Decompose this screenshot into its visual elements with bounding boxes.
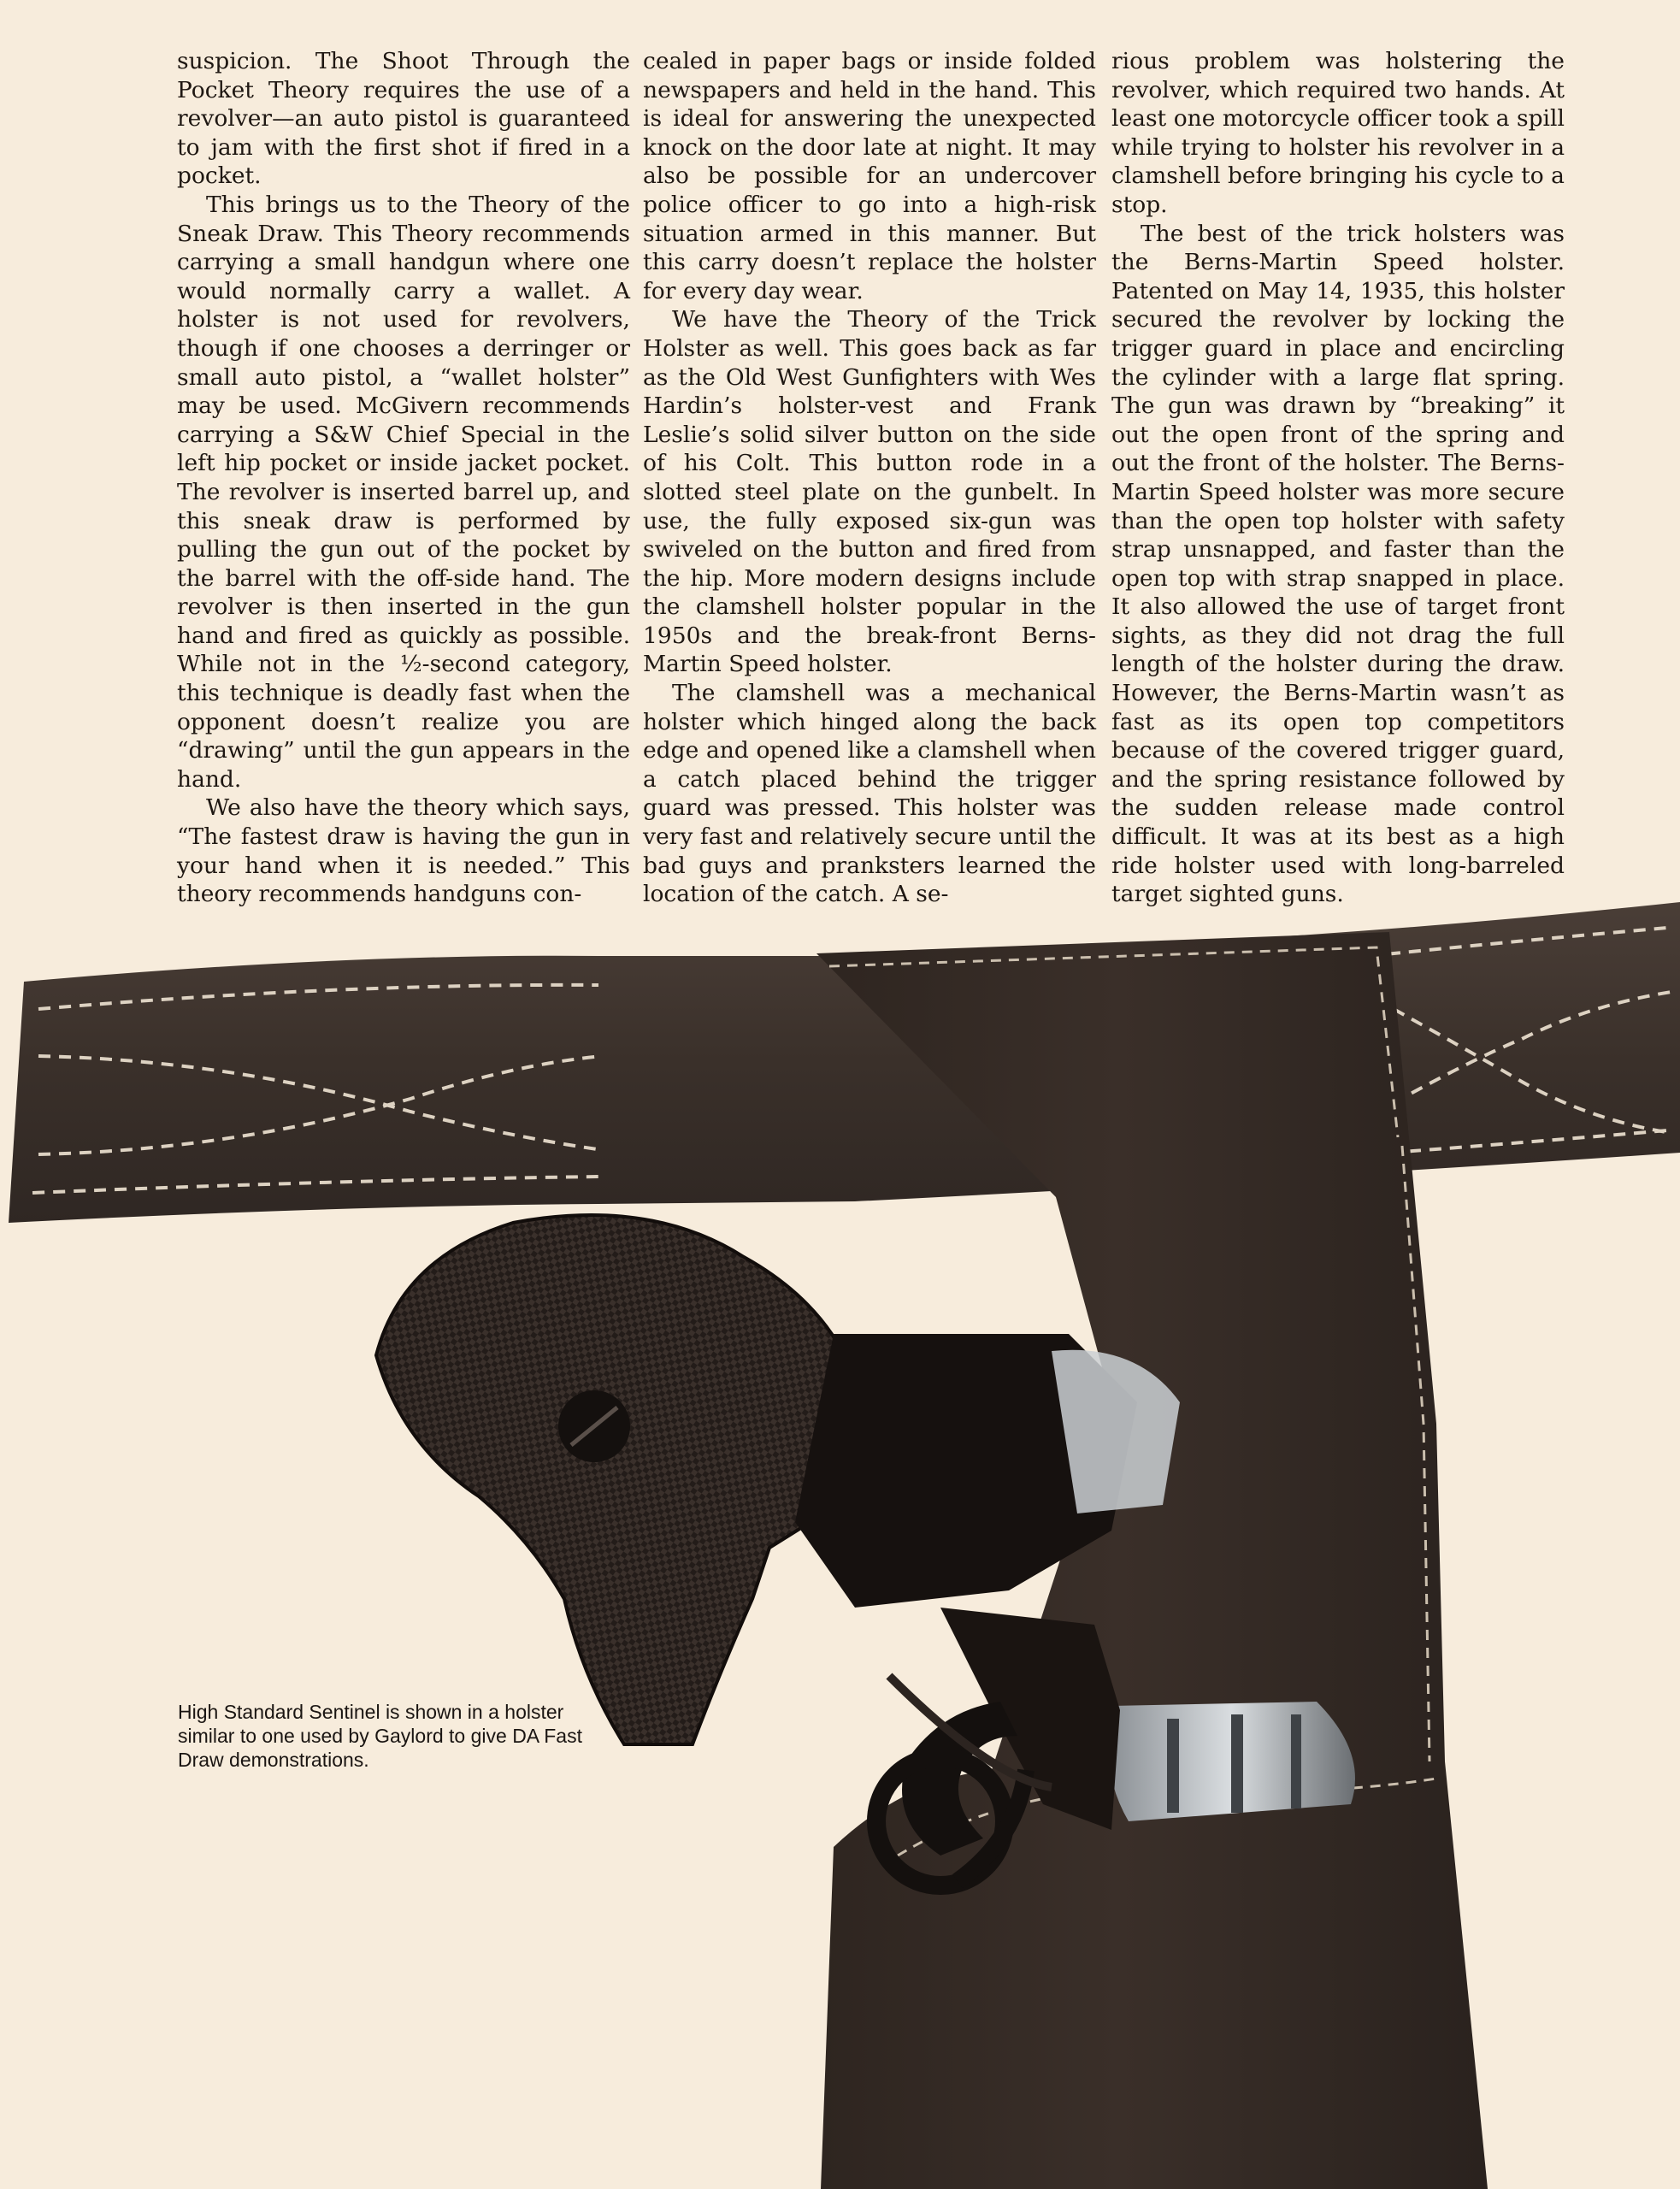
article-paragraph: We also have the theory which says, “The fastest draw is having the gun in your hand when it is needed.” This theory recommends handguns con- <box>177 794 630 908</box>
belt <box>9 902 1680 1223</box>
holster-photo <box>0 898 1680 2189</box>
article-paragraph: rious problem was holstering the revolver, which required two hands. At least one motorcycle officer took a spill while trying to holster his revolver in a clamshell before bringing his cycle to a stop. <box>1111 48 1565 218</box>
article-paragraph: cealed in paper bags or inside folded newspapers and held in the hand. This is ideal for answering the unexpected knock on the door late at night. It may also be possible for an undercover police officer to go into a high-risk situation armed in this manner. But this carry doesn’t replace the holster for every day wear. <box>643 48 1096 304</box>
article-paragraph: This brings us to the Theory of the Sneak Draw. This Theory recommends carrying a small handgun where one would normally carry a wallet. A holster is not used for revolvers, though if one chooses a derringer or small auto pistol, a “wallet holster” may be used. McGivern recommends carrying a S&W Chief Special in the left hip pocket or inside jacket pocket. The revolver is inserted barrel up, and this sneak draw is performed by pulling the gun out of the pocket by the barrel with the off-side hand. The revolver is then inserted in the gun hand and fired as quickly as possible. While not in the ½-second category, this technique is deadly fast when the opponent doesn’t realize you are “drawing” until the gun appears in the hand. <box>177 191 630 793</box>
article-column-2 <box>643 47 1096 909</box>
article-paragraph: suspicion. The Shoot Through the Pocket Theory requires the use of a revolver—an auto pistol is guaranteed to jam with the first shot if fired in a pocket. <box>177 48 630 190</box>
article-column-3 <box>1111 47 1565 909</box>
article-paragraph: We have the Theory of the Trick Holster as well. This goes back as far as the Old West Gunfighters with Wes Hardin’s holster-vest and Frank Leslie’s solid silver button on the side of his Colt. This button rode in a slotted steel plate on the gunbelt. In use, the fully exposed six-gun was swiveled on the button and fired from the hip. More modern designs include the clamshell holster popular in the 1950s and the break-front Berns-Martin Speed holster. <box>643 306 1096 678</box>
photo-caption: High Standard Sentinel is shown in a holster similar to one used by Gaylord to give DA Fast Draw demonstrations. <box>178 1701 582 1771</box>
article-paragraph: The clamshell was a mechanical holster which hinged along the back edge and opened like a clamshell when a catch placed behind the trigger guard was pressed. This holster was very fast and relatively secure until the bad guys and pranksters learned the location of the catch. A se- <box>643 680 1096 908</box>
article-column-1 <box>177 47 630 909</box>
article-paragraph: The best of the trick holsters was the Berns-Martin Speed holster. Patented on May 14, 1935, this holster secured the revolver by locking the trigger guard in place and encircling the cylinder with a large flat spring. The gun was drawn by “breaking” it out the open front of the spring and out the front of the holster. The Berns-Martin Speed holster was more secure than the open top holster with safety strap unsnapped, and faster than the open top with strap snapped in place. It also allowed the use of target front sights, as they did not drag the full length of the holster during the draw. However, the Berns-Martin wasn’t as fast as its open top competitors because of the covered trigger guard, and the spring resistance followed by the sudden release made control difficult. It was at its best as a high ride holster used with long-barreled target sighted guns. <box>1111 220 1565 908</box>
